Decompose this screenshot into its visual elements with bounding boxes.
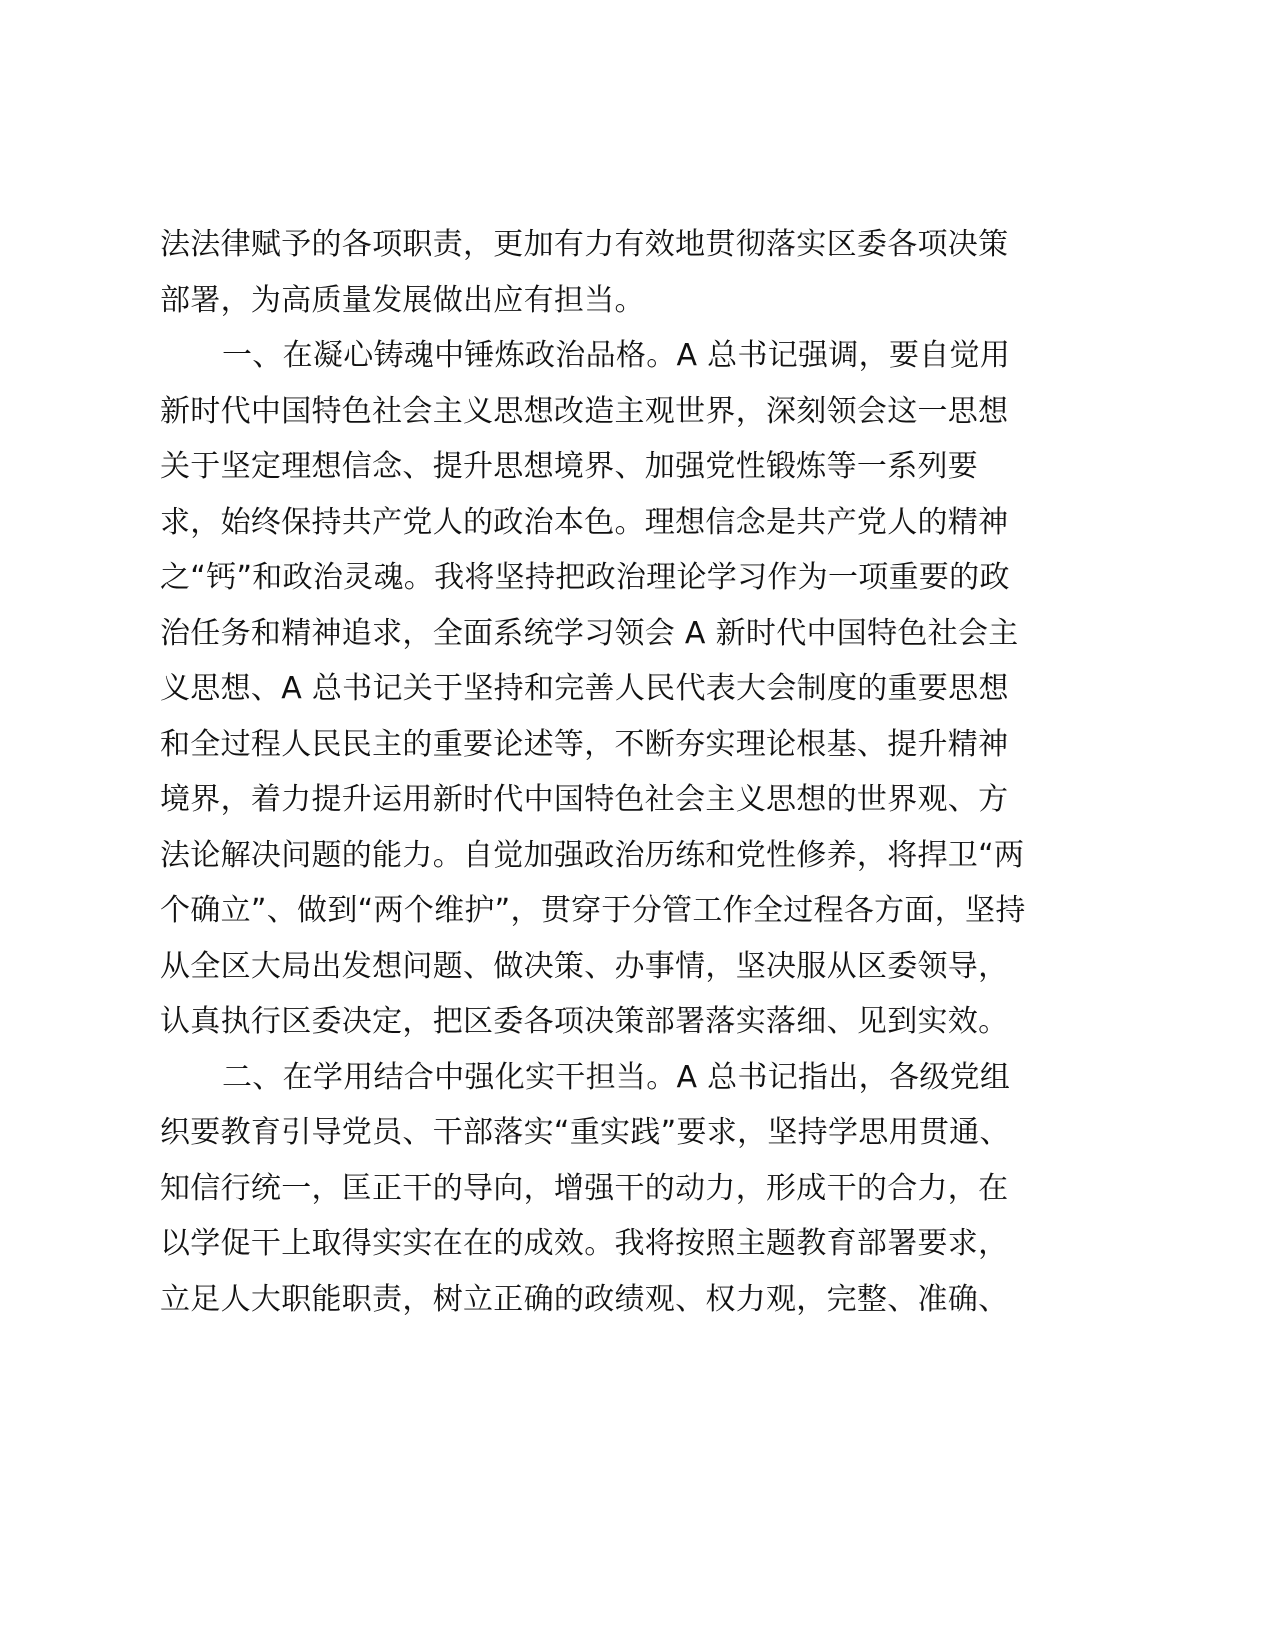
text-line: 法法律赋予的各项职责，更加有力有效地贯彻落实区委各项决策	[160, 227, 1009, 262]
text-line: 以学促干上取得实实在在的成效。我将按照主题教育部署要求，	[160, 1226, 1009, 1261]
text-line: 从全区大局出发想问题、做决策、办事情，坚决服从区委领导，	[160, 948, 1009, 984]
text-line: 和全过程人民民主的重要论述等，不断夯实理论根基、提升精神	[160, 726, 1009, 762]
text-line: 新时代中国特色社会主义思想改造主观世界，深刻领会这一思想	[160, 393, 1009, 429]
text-line: 认真执行区委决定，把区委各项决策部署落实落细、见到实效。	[160, 1004, 1009, 1039]
text-line: 立足人大职能职责，树立正确的政绩观、权力观，完整、准确、	[160, 1281, 1009, 1317]
text-line: 个确立”、做到“两个维护”，贯穿于分管工作全过程各方面，坚持	[160, 893, 1026, 928]
text-line: 求，始终保持共产党人的政治本色。理想信念是共产党人的精神	[160, 504, 1009, 540]
text-line: 关于坚定理想信念、提升思想境界、加强党性锻炼等一系列要	[160, 449, 979, 484]
text-line: 一、在凝心铸魂中锤炼政治品格。A 总书记强调，要自觉用	[222, 338, 1011, 373]
text-line: 二、在学用结合中强化实干担当。A 总书记指出，各级党组	[222, 1059, 1011, 1095]
text-line: 之“钙”和政治灵魂。我将坚持把政治理论学习作为一项重要的政	[160, 560, 1010, 595]
body-text	[160, 217, 1120, 1327]
text-line: 部署，为高质量发展做出应有担当。	[160, 282, 645, 318]
text-line: 织要教育引导党员、干部落实“重实践”要求，坚持学思用贯通、	[160, 1115, 1010, 1150]
text-line: 义思想、A 总书记关于坚持和完善人民代表大会制度的重要思想	[160, 671, 1009, 706]
text-line: 治任务和精神追求，全面系统学习领会 A 新时代中国特色社会主	[160, 615, 1019, 651]
text-line: 境界，着力提升运用新时代中国特色社会主义思想的世界观、方	[160, 782, 1009, 817]
text-line: 知信行统一，匡正干的导向，增强干的动力，形成干的合力，在	[160, 1170, 1009, 1206]
text-line: 法论解决问题的能力。自觉加强政治历练和党性修养，将捍卫“两	[160, 837, 1025, 873]
